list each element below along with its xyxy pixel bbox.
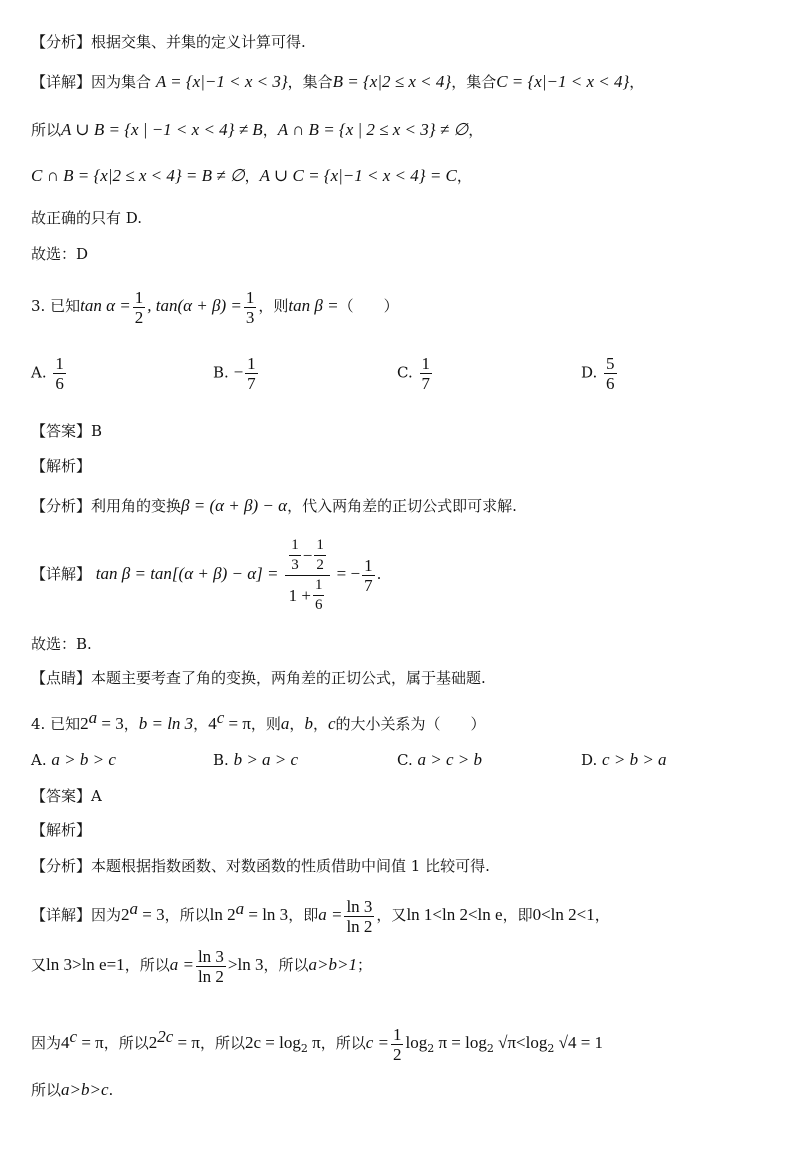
q4-jiexi: 【解析】 (31, 821, 92, 839)
q3-option-b: B. − $\frac{1}{7}$ (213, 354, 256, 393)
fraction: $\frac{1}{3}$ (245, 287, 255, 327)
q3-conclusion: 故选：B. (31, 635, 92, 653)
q4-stem: 4. 已知$2^a = 3$，b = ln 3，$4^c = \pi$，则a，b，c的大小关系为（ ） (31, 708, 486, 733)
fraction: $\frac{5}{6}$ (606, 354, 615, 393)
q3-option-c: C. $\frac{1}{7}$ (397, 354, 430, 393)
compound-fraction: $\frac{1}{3}$ − $\frac{1}{2}$ 1 + $\frac{1}{6}$ (285, 536, 330, 615)
comment-tag: 【点睛】 (31, 669, 92, 687)
q4-detail-line2: 又ln 3>ln e=1，所以a = $\frac{\ln 3}{\ln 2}$ >ln 3，所以a>b>1； (31, 946, 372, 986)
fraction: $\frac{1}{2}$ (134, 287, 144, 327)
sec2-detail-line1: 【详解】因为集合 A = {x|−1 < x < 3}，集合B = {x|2 ≤ x < 4}，集合C = {x|−1 < x < 4}， (31, 72, 645, 91)
analysis-tag: 【分析】 (31, 33, 92, 51)
q4-answer: 【答案】A (31, 787, 102, 805)
q4-detail-line1: 【详解】因为$2^a = 3$，所以$\ln 2^a = \ln 3$，即a = $\frac{\ln 3}{\ln 2}$ ，又ln 1<ln 2<ln e，即0<ln 2<1， (31, 896, 610, 936)
q4-option-a: A. a > b > c (31, 750, 116, 769)
fraction: $\frac{\ln 3}{\ln 2}$ (346, 896, 373, 936)
detail-tag: 【详解】 (31, 906, 92, 924)
q3-answer: 【答案】B (31, 422, 103, 440)
fraction: $\frac{1}{7}$ (247, 354, 256, 393)
q4-option-c: C. a > c > b (397, 750, 482, 769)
fraction: $\frac{1}{6}$ (314, 576, 323, 613)
fraction: $\frac{1}{7}$ (421, 354, 430, 393)
fraction: $\frac{1}{2}$ (392, 1024, 402, 1064)
analysis-tag: 【分析】 (31, 497, 92, 515)
fraction: $\frac{1}{3}$ (291, 536, 299, 573)
sec2-detail-line3: C ∩ B = {x|2 ≤ x < 4} = B ≠ ∅，A ∪ C = {x|−1 < x < 4} = C， (31, 166, 472, 185)
sec2-detail-line2: 所以A ∪ B = {x | −1 < x < 4} ≠ B，A ∩ B = {x | 2 ≤ x < 3} ≠ ∅， (31, 120, 484, 139)
detail-tag: 【详解】 (31, 73, 92, 91)
sec2-only-d: 故正确的只有 D. (31, 209, 143, 227)
q3-comment: 【点睛】本题主要考查了角的变换，两角差的正切公式，属于基础题. (31, 669, 486, 687)
q3-option-d: D. $\frac{5}{6}$ (581, 354, 615, 393)
q3-jiexi: 【解析】 (31, 457, 92, 475)
analysis-tag: 【分析】 (31, 857, 92, 875)
fraction: $\frac{1}{7}$ (364, 555, 373, 595)
question-number: 4. (31, 715, 46, 733)
detail-tag: 【详解】 (31, 565, 92, 583)
q4-option-b: B. b > a > c (213, 750, 299, 769)
fraction: $\frac{1}{6}$ (55, 354, 64, 393)
q3-option-a: A. $\frac{1}{6}$ (31, 354, 64, 393)
sec2-choice: 故选：D (31, 245, 89, 263)
q4-analysis: 【分析】本题根据指数函数、对数函数的性质借助中间值 1 比较可得. (31, 857, 490, 875)
fraction: $\frac{\ln 3}{\ln 2}$ (197, 946, 224, 986)
sec2-analysis: 【分析】根据交集、并集的定义计算可得. (31, 33, 306, 51)
q4-option-d: D. c > b > a (581, 750, 667, 769)
q3-analysis: 【分析】利用角的变换β = (α + β) − α，代入两角差的正切公式即可求解. (31, 496, 517, 515)
q3-detail: 【详解】 tan β = tan[(α + β) − α] = $\frac{1}{3}$ − $\frac{1}{2}$ 1 + $\frac{1}{6}$ = − $\frac{1}{7}$ . (31, 536, 382, 613)
q4-detail-line3: 因为$4^c = \pi$，所以$2^{2c} = \pi$，所以$2c = \log_2 \pi$，所以c = $\frac{1}{2}$ $\log_2 \pi = \log_2 √\pi<\log_2$ √4 = 1 (31, 1024, 604, 1064)
q4-conclusion: 所以a>b>c. (31, 1080, 114, 1099)
q3-stem: 3. 已知tan α = $\frac{1}{2}$ , tan(α + β) = $\frac{1}{3}$ ，则tan β =（ ） (31, 287, 399, 327)
question-number: 3. (31, 297, 46, 315)
fraction: $\frac{1}{2}$ (316, 536, 324, 573)
